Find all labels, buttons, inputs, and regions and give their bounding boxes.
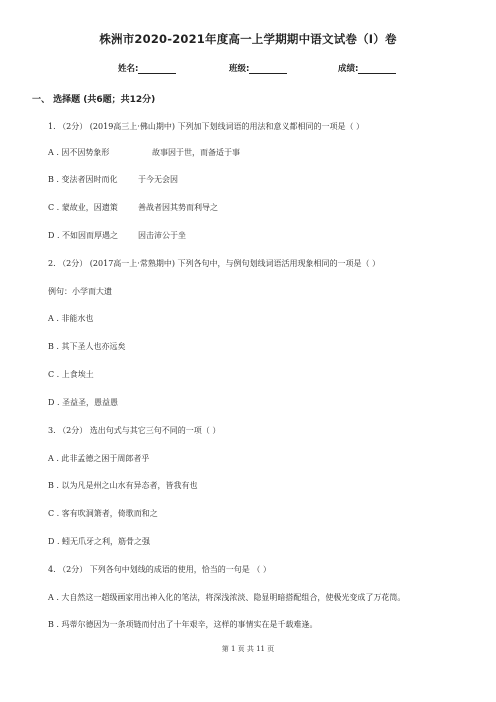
question-2-option-d: D . 圣益圣，愚益愚 (48, 398, 119, 407)
question-2-option-a: A . 非能水也 (48, 314, 94, 323)
option-text: A . 因不因势象形 (48, 148, 110, 157)
question-2-option-b: B . 其下圣人也亦远矣 (48, 342, 126, 351)
question-1-stem: 1. （2分） (2019高三上·佛山期中) 下列加下划线词语的用法和意义都相同的一项是（ ） (48, 122, 365, 131)
option-text: D . 不如因而厚遇之 (48, 231, 119, 240)
question-1-option-d (48, 230, 186, 241)
score-field[interactable] (338, 62, 396, 74)
page-footer: 第 1 页 共 11 页 (221, 645, 275, 653)
question-3-option-d: D . 蚓无爪牙之利，筋骨之强 (48, 537, 151, 546)
option-text-2: 故事因于世，而备适于事 (152, 148, 240, 157)
score-label: 成绩: (338, 64, 359, 74)
name-blank[interactable] (138, 64, 176, 74)
section-heading: 一、 选择题 (共6题；共12分) (32, 95, 156, 105)
class-field[interactable] (229, 62, 287, 74)
option-text-2: 因击沛公于坐 (138, 231, 186, 240)
class-label: 班级: (229, 64, 250, 74)
question-1-option-a (48, 147, 240, 158)
name-label: 姓名: (118, 64, 139, 74)
question-4-option-a: A . 大自然这一超级画家用出神入化的笔法，将深浅浓淡、隐显明暗搭配组合，使极光变成了万花筒。 (48, 593, 406, 602)
exam-title: 株洲市2020-2021年度高一上学期期中语文试卷（I）卷 (99, 32, 397, 46)
option-text: B . 变法者因时而化 (48, 175, 118, 184)
question-4-option-b: B . 玛蒂尔德因为一条项链而付出了十年艰辛，这样的事情实在是千载难逢。 (48, 620, 318, 629)
question-4-stem: 4. （2分） 下列各句中划线的成语的使用，恰当的一句是 （ ） (48, 565, 271, 574)
option-text-2: 善战者因其势而利导之 (138, 203, 218, 212)
question-1-option-b (48, 174, 178, 185)
option-text: C . 蒙故业，因遗策 (48, 203, 118, 212)
question-2-stem: 2. （2分） (2017高一上·常熟期中) 下列各句中，与例句划线词语活用现象相同的一项是（ ） (48, 259, 381, 268)
question-2-example: 例句：小学而大遗 (48, 287, 112, 296)
name-field[interactable] (118, 62, 176, 74)
class-blank[interactable] (249, 64, 287, 74)
student-info-row (0, 62, 496, 76)
question-3-option-a: A . 此非孟德之困于周郎者乎 (48, 454, 150, 463)
option-text-2: 于今无会因 (138, 175, 178, 184)
question-3-stem: 3. （2分） 选出句式与其它三句不同的一项（ ） (48, 426, 221, 435)
question-3-option-b: B . 以为凡是州之山水有异态者，皆我有也 (48, 481, 198, 490)
question-1-option-c (48, 202, 218, 213)
score-blank[interactable] (358, 64, 396, 74)
question-3-option-c: C . 客有吹洞箫者，倚歌而和之 (48, 509, 158, 518)
question-2-option-c: C . 上食埃土 (48, 370, 94, 379)
